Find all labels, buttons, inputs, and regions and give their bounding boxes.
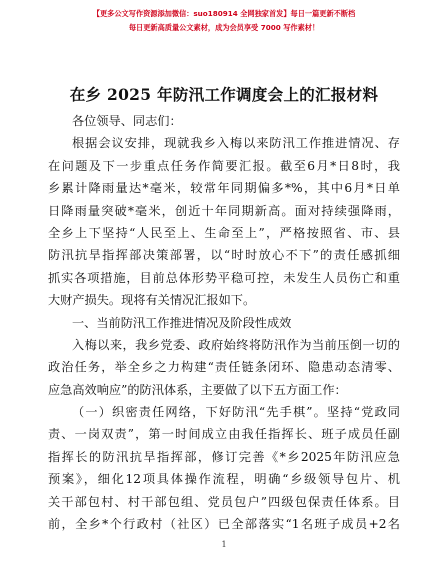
paragraph-2-line: 应急高效响应”的防汛体系，主要做了以下五方面工作： (48, 382, 347, 397)
document-body (48, 110, 400, 535)
paragraph-3-line: 指挥长的防汛抗旱指挥部，修订完善《*乡2025年防汛应急 (48, 449, 400, 464)
paragraph-3-line: 前，全乡*个行政村（社区）已全部落实“1名班子成员+2名 (48, 517, 400, 532)
salutation: 各位领导、同志们： (72, 114, 182, 128)
paragraph-3-line: 关干部包村、村干部包组、党员包户”四级包保责任体系。目 (48, 494, 400, 509)
paragraph-2-line: 政治任务，举全乡之力构建“责任链条闭环、隐患动态清零、 (48, 360, 400, 375)
paragraph-3-line: 责、一岗双责”，第一时间成立由我任指挥长、班子成员任副 (48, 427, 400, 442)
paragraph-1-line: 防汛抗旱指挥部决策部署，以“时时放心不下”的责任感抓细 (48, 248, 400, 263)
paragraph-1-line: 根据会议安排，现就我乡入梅以来防汛工作推进情况、存 (72, 136, 400, 151)
paragraph-3-line: （一）织密责任网络，下好防汛“先手棋”。坚持“党政同 (72, 405, 400, 420)
paragraph-1-line: 在问题及下一步重点任务作简要汇报。截至6月*日8时，我 (48, 158, 400, 173)
document-title: 在乡 2025 年防汛工作调度会上的汇报材料 (69, 85, 379, 104)
paragraph-3-line: 预案》，细化12项具体操作流程，明确“乡级领导包片、机 (48, 472, 400, 487)
paragraph-1-line: 大财产损失。现将有关情况汇报如下。 (48, 293, 256, 308)
paragraph-2-line: 入梅以来，我乡党委、政府始终将防汛作为当前压倒一切的 (72, 337, 400, 352)
page-number: 1 (221, 540, 227, 549)
paragraph-1-line: 乡累计降雨量达*毫米，较常年同期偏多*%，其中6月*日单 (48, 181, 400, 196)
promo-banner-line-2: 每日更新高质量公文素材，成为会员享受 7000 写作素材！ (128, 23, 320, 32)
paragraph-1-line: 抓实各项措施，目前总体形势平稳可控，未发生人员伤亡和重 (48, 270, 400, 285)
promo-banner-line-1: 【更多公文写作资源添加微信：suo180914 全网独家首发】每日一篇更新不断档 (92, 9, 356, 18)
paragraph-1-line: 日降雨量突破*毫米，创近十年同期新高。面对持续强降雨， (48, 203, 400, 218)
paragraph-1-line: 全乡上下坚持“人民至上、生命至上”，严格按照省、市、县 (48, 225, 400, 240)
section-heading-1: 一、当前防汛工作推进情况及阶段性成效 (72, 315, 292, 330)
